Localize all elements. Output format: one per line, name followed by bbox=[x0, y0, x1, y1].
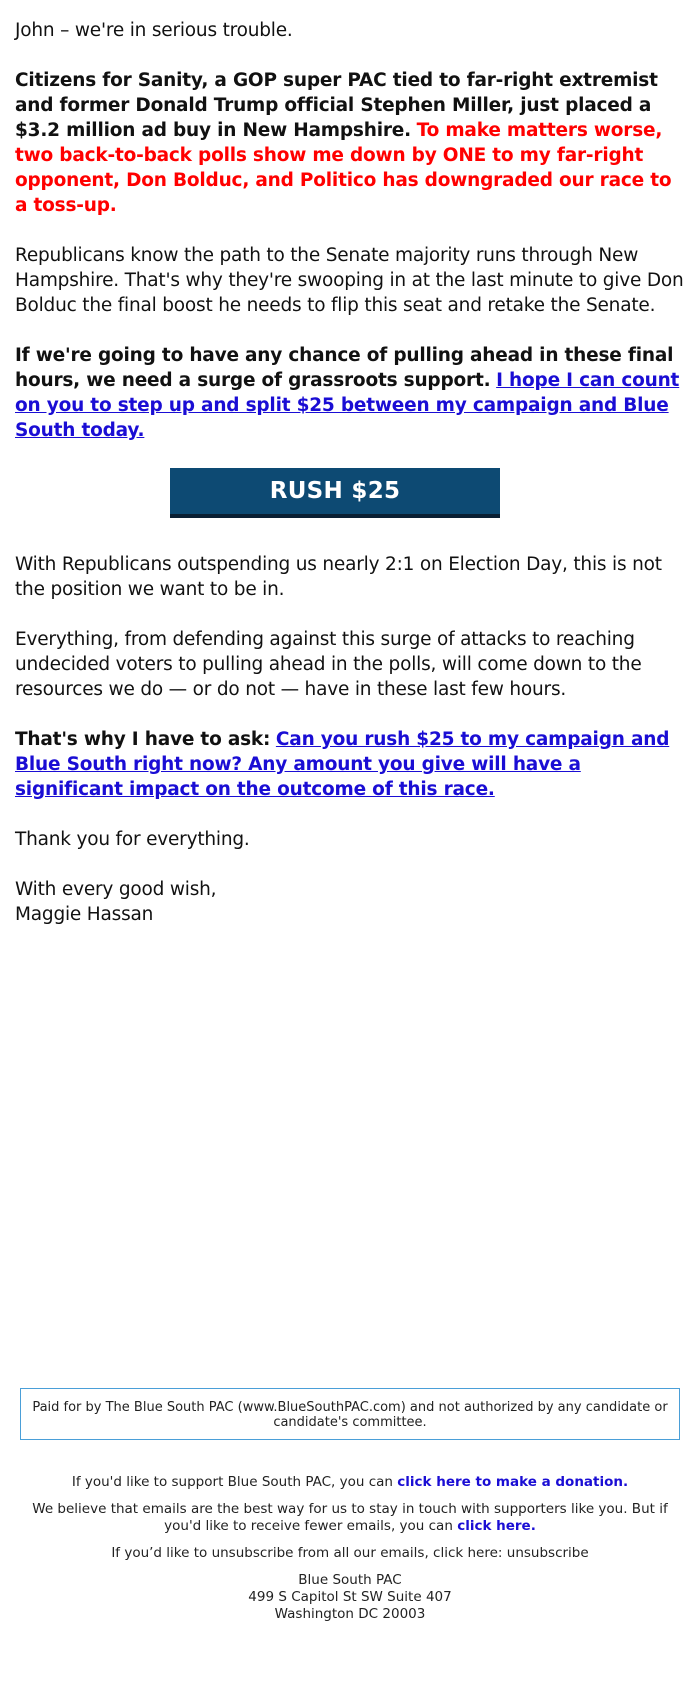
super-pac-bold-text: Citizens for Sanity, a GOP super PAC tied to far-right extremist and former Donald Trump official Stephen Miller, just placed a $3.2 million ad buy in New Hampshire. bbox=[15, 70, 658, 141]
paragraph-super-pac bbox=[15, 68, 685, 218]
paragraph-resources: Everything, from defending against this surge of attacks to reaching undecided voters to pulling ahead in the polls, will come down to the resources we do — or do not — have in these last few hours. bbox=[15, 629, 642, 700]
email-body bbox=[15, 18, 685, 927]
button-row bbox=[15, 468, 685, 518]
signature-block bbox=[15, 877, 685, 927]
polls-alert-text: To make matters worse, two back-to-back polls show me down by ONE to my far-right opponent, Don Bolduc, and Politico has downgraded our race to a toss-up. bbox=[15, 120, 672, 216]
grassroots-bold-text: If we're going to have any chance of pulling ahead in these final hours, we need a surge of grassroots support. bbox=[15, 345, 674, 391]
rush-25-link[interactable]: Can you rush $25 to my campaign and Blue South right now? Any amount you give will have a significant impact on the outcome of this race. bbox=[15, 729, 670, 800]
paragraph-grassroots bbox=[15, 343, 685, 443]
paragraph-senate-path: Republicans know the path to the Senate majority runs through New Hampshire. That's why they're swooping in at the last minute to give Don Bolduc the final boost he needs to flip this seat and retake the Senate. bbox=[15, 245, 684, 316]
email-footer bbox=[20, 1474, 680, 1623]
paragraph-outspending: With Republicans outspending us nearly 2:1 on Election Day, this is not the position we want to be in. bbox=[15, 554, 662, 600]
signoff-text: With every good wish, bbox=[15, 879, 217, 900]
thanks-text: Thank you for everything. bbox=[15, 829, 250, 850]
support-line bbox=[20, 1474, 680, 1491]
support-text: If you'd like to support Blue South PAC, you can bbox=[71, 1474, 393, 1490]
rush-25-button[interactable]: RUSH $25 bbox=[170, 468, 500, 518]
address-street: 499 S Capitol St SW Suite 407 bbox=[248, 1589, 452, 1605]
ask-bold-text: That's why I have to ask: bbox=[15, 729, 271, 750]
address-city: Washington DC 20003 bbox=[274, 1606, 426, 1622]
donation-link[interactable]: click here to make a donation. bbox=[397, 1474, 629, 1490]
mailing-address bbox=[20, 1572, 680, 1623]
address-name: Blue South PAC bbox=[298, 1572, 402, 1588]
fewer-emails-text: We believe that emails are the best way for us to stay in touch with supporters like you. But if you'd like to receive fewer emails, you can bbox=[32, 1501, 668, 1534]
split-25-link[interactable]: I hope I can count on you to step up and split $25 between my campaign and Blue South today. bbox=[15, 370, 680, 441]
paragraph-ask bbox=[15, 727, 685, 802]
paid-for-disclaimer: Paid for by The Blue South PAC (www.BlueSouthPAC.com) and not authorized by any candidate or candidate's committee. bbox=[20, 1388, 680, 1440]
fewer-emails-line bbox=[20, 1501, 680, 1535]
fewer-emails-link[interactable]: click here. bbox=[457, 1518, 536, 1534]
greeting: John – we're in serious trouble. bbox=[15, 20, 293, 41]
unsubscribe-line[interactable]: If you’d like to unsubscribe from all our emails, click here: unsubscribe bbox=[111, 1545, 589, 1561]
signature-name: Maggie Hassan bbox=[15, 904, 154, 925]
